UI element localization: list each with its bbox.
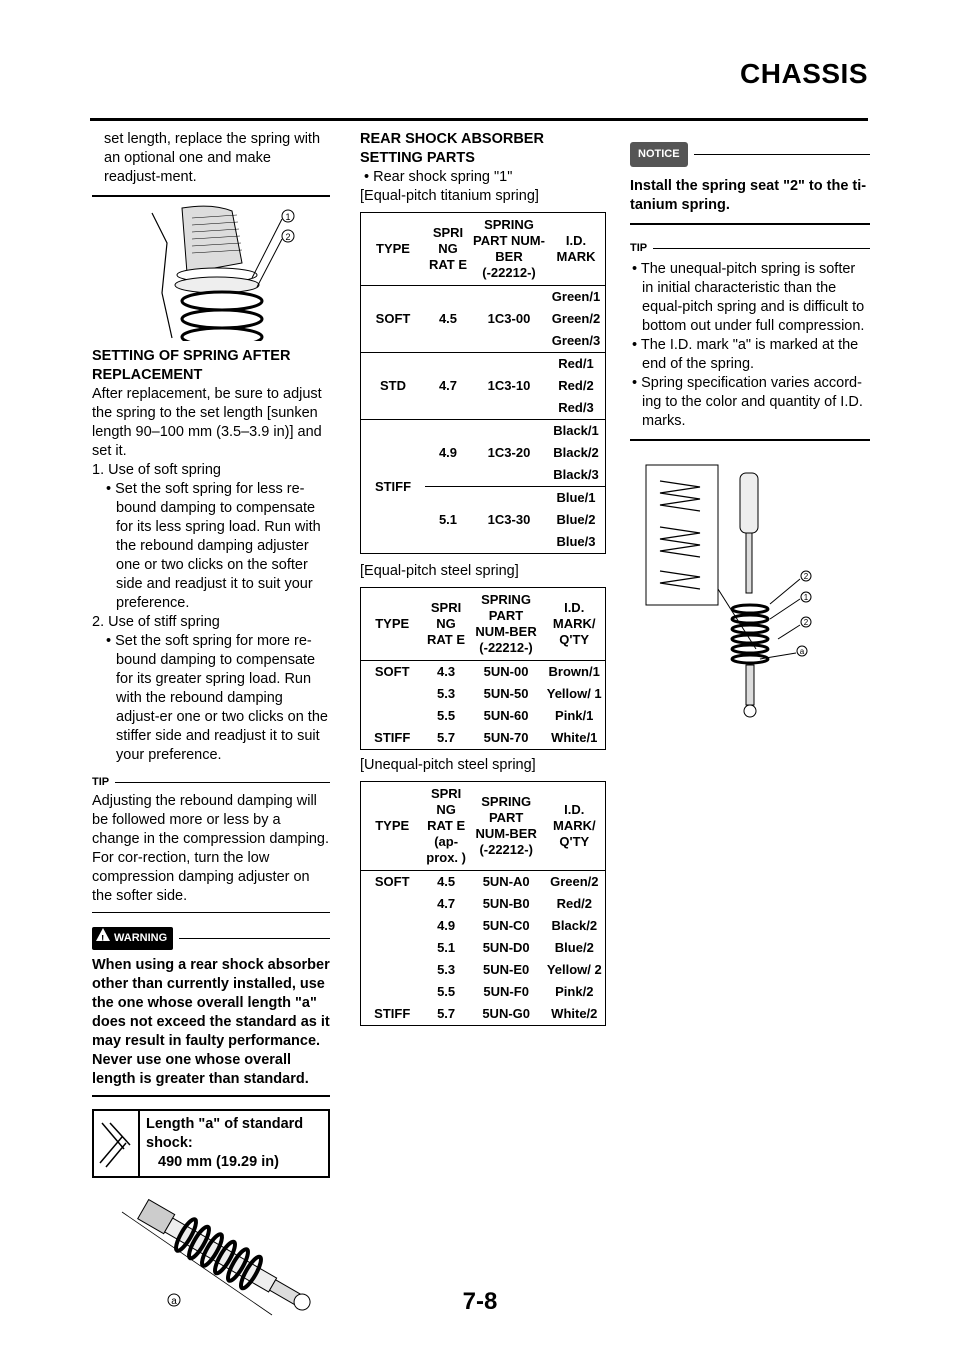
item1-body: • Set the soft spring for less re-bound damping to compensate for its less spring load. Run with the rebound damping adjuster one or two clicks on the softer side and readjust it to suit your preference. — [106, 481, 321, 611]
page-number: 7-8 — [462, 1288, 498, 1315]
tip-label: TIP — [92, 776, 110, 788]
table-cell: Blue/2 — [556, 512, 596, 527]
spec-title: Length "a" of standard shock: — [146, 1116, 304, 1151]
table-header: TYPE — [361, 588, 424, 661]
table-row: 5.3 5UN-E0 Yellow/ 2 — [437, 962, 602, 977]
table-cell: STD — [380, 378, 406, 393]
spec-value: 490 mm (19.29 in) — [158, 1154, 279, 1170]
table-row: 5.5 5UN-60 Pink/1 — [436, 708, 594, 723]
section-body: After replacement, be sure to adjust the spring to the set length [sunken length 90–100 mm (3.5–3.9 in)] and set it. — [92, 386, 322, 459]
warning-label: WARNING — [114, 932, 168, 944]
table-row: 5.3 5UN-50 Yellow/ 1 — [436, 686, 602, 701]
table-cell: 1C3-10 — [487, 378, 531, 393]
table-header: TYPE — [361, 213, 426, 286]
table-row: STIFF 5.7 5UN-G0 White/2 — [374, 1006, 598, 1021]
table-header: I.D. MARK/ Q'TY — [544, 782, 606, 871]
divider — [92, 195, 330, 197]
table-header: I.D. MARK/ Q'TY — [543, 588, 605, 661]
table-cell: 4.9 — [438, 445, 458, 460]
warning-body: When using a rear shock absorber other than currently installed, use the one whose overall length "a" does not exceed the standard as it may result in faulty performance. Never use one whose overall length is greater than standard. — [92, 957, 330, 1087]
tip-end-rule — [92, 912, 330, 913]
tip-body: Adjusting the rebound damping will be followed more or less by a change in the compression damping. For cor-rection, turn the low compression damping adjuster on the softer side. — [92, 793, 329, 904]
table-cell: Green/1 — [551, 289, 601, 304]
notice-badge: NOTICE — [630, 142, 688, 167]
table-cell: 5.1 — [438, 512, 458, 527]
table-row: SOFT 4.5 5UN-A0 Green/2 — [374, 874, 599, 889]
section-title: SETTING OF SPRING AFTER REPLACEMENT — [92, 348, 291, 383]
table-cell: Red/1 — [558, 356, 594, 371]
callout-a: a — [799, 647, 805, 656]
table-header: SPRING PART NUM-BER (-22212-) — [471, 213, 547, 286]
table-header: SPRI NG RAT E — [425, 213, 471, 286]
tip-item: • Spring specification varies accord-ing to the color and quantity of I.D. marks. — [632, 375, 863, 429]
rear-shock-bullet: • Rear shock spring "1" — [364, 169, 513, 185]
table-cell: Black/2 — [553, 445, 599, 460]
table-cell: 1C3-30 — [487, 512, 531, 527]
table-header: I.D. MARK — [547, 213, 606, 286]
shock-spring-figure — [92, 203, 330, 341]
table-cell: 4.5 — [438, 311, 458, 326]
table-cell: Green/2 — [551, 311, 601, 326]
shock-spring-illustration — [92, 203, 330, 341]
table-cell: Black/1 — [553, 423, 599, 438]
item1-title: 1. Use of soft spring — [92, 462, 221, 478]
column-middle — [360, 130, 606, 1028]
callout-1: 1 — [803, 593, 809, 602]
tip-end-rule-right — [630, 439, 870, 441]
callout-2: 2 — [285, 232, 291, 242]
item2-title: 2. Use of stiff spring — [92, 614, 220, 630]
rear-shock-title: REAR SHOCK ABSORBER SETTING PARTS — [360, 131, 544, 166]
table-row: STIFF 5.7 5UN-70 White/1 — [374, 730, 598, 745]
tip-label-right: TIP — [630, 242, 648, 254]
callout-2: 2 — [803, 618, 809, 627]
warning-end-rule — [92, 1095, 330, 1097]
table3-caption: [Unequal-pitch steel spring] — [360, 757, 536, 773]
callout-a: a — [171, 1296, 177, 1307]
callout-1: 1 — [285, 212, 291, 222]
spring-parts-illustration — [630, 459, 870, 729]
table-header: SPRI NG RAT E (ap-prox. ) — [423, 782, 468, 871]
table-steel-spring — [360, 587, 606, 750]
column-right — [630, 142, 870, 729]
intro-text: set length, replace the spring with an optional one and make readjust-ment. — [104, 131, 321, 185]
table-cell: Red/2 — [558, 378, 594, 393]
table-cell: STIFF — [374, 478, 412, 494]
table-cell: Green/3 — [551, 333, 601, 348]
header-rule — [90, 118, 868, 121]
table-row: 5.1 5UN-D0 Blue/2 — [437, 940, 594, 955]
table-cell: 1C3-20 — [487, 445, 531, 460]
tip-header — [92, 773, 330, 792]
spec-box — [92, 1109, 330, 1178]
tip-item: • The unequal-pitch spring is softer in initial characteristic than the equal-pitch spring and is difficult to bottom out under full compression. — [632, 261, 865, 334]
notice-end-rule — [630, 223, 870, 225]
spring-parts-figure — [630, 459, 870, 729]
column-left — [92, 130, 330, 1320]
table-cell: 1C3-00 — [487, 311, 531, 326]
tip-item: • The I.D. mark "a" is marked at the end of the spring. — [632, 337, 859, 372]
table-cell: Black/3 — [553, 467, 599, 482]
table-header: TYPE — [361, 782, 424, 871]
item2-body: • Set the soft spring for more re-bound damping to compensate for its greater spring load. Run with the rebound damping adjust-er one or two clicks on the stiffer side and readjust it to suit your preference. — [106, 633, 328, 763]
page-title: CHASSIS — [740, 58, 868, 89]
table-row: 4.7 5UN-B0 Red/2 — [437, 896, 592, 911]
table-cell: Blue/3 — [556, 534, 596, 549]
tip-rule — [115, 782, 330, 783]
table1-caption: [Equal-pitch titanium spring] — [360, 188, 539, 204]
table-header: SPRI NG RAT E — [423, 588, 468, 661]
tip-header-right — [630, 239, 870, 258]
table-cell: 4.7 — [438, 378, 458, 393]
table-cell: Red/3 — [558, 400, 594, 415]
table-row: 4.9 5UN-C0 Black/2 — [437, 918, 598, 933]
table-header: SPRING PART NUM-BER (-22212-) — [469, 782, 544, 871]
callout-2: 2 — [803, 572, 809, 581]
table-cell: Blue/1 — [556, 490, 596, 505]
table-cell: SOFT — [375, 311, 411, 326]
notice-header — [630, 142, 870, 167]
table-row: 5.5 5UN-F0 Pink/2 — [437, 984, 594, 999]
table-unequal-spring — [360, 781, 606, 1026]
table-row: SOFT 4.3 5UN-00 Brown/1 — [374, 664, 600, 679]
table-titanium-spring — [360, 212, 606, 554]
warning-header — [92, 927, 330, 950]
table2-caption: [Equal-pitch steel spring] — [360, 563, 519, 579]
wrench-icon — [94, 1111, 140, 1176]
notice-body: Install the spring seat "2" to the ti-tanium spring. — [630, 178, 867, 213]
table-header: SPRING PART NUM-BER (-22212-) — [469, 588, 544, 661]
warning-badge: ! WARNING — [92, 927, 173, 950]
